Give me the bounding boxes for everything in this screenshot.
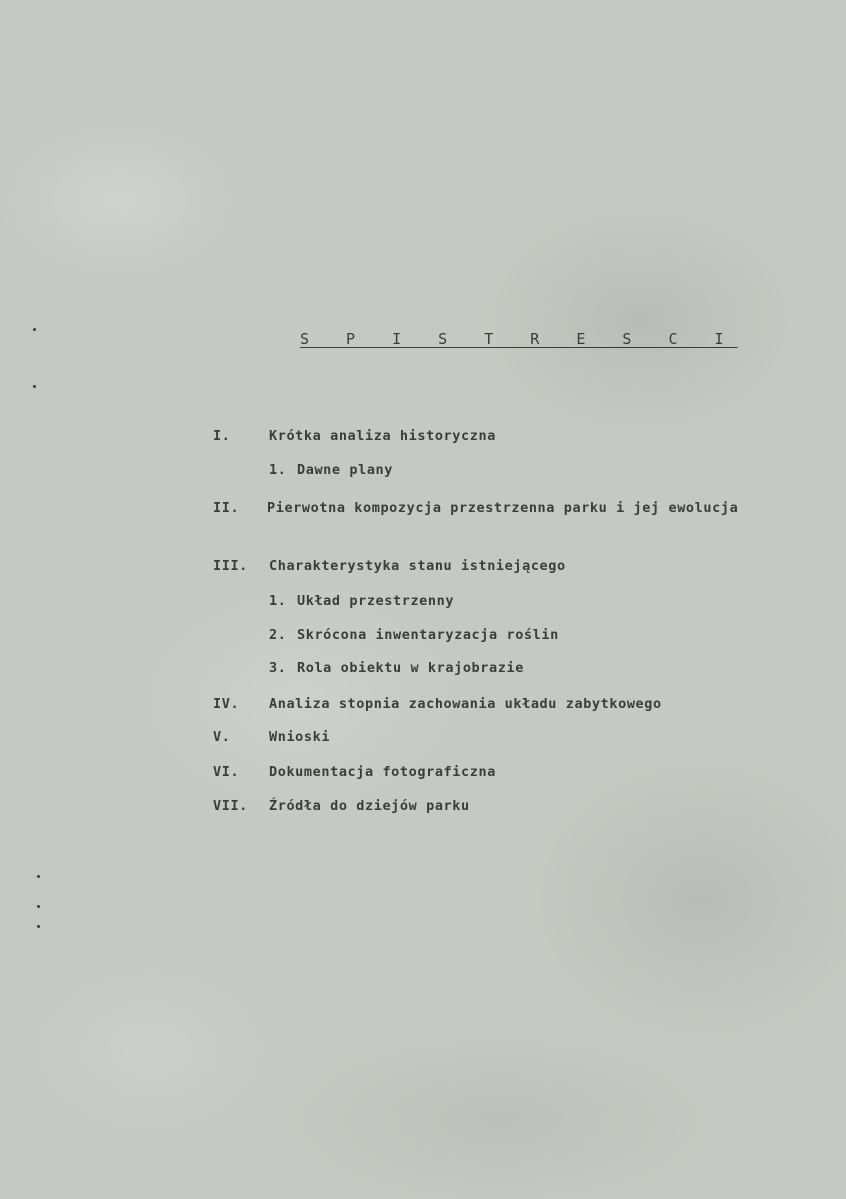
toc-number: IV. <box>213 696 240 712</box>
toc-entry <box>213 727 330 747</box>
toc-label: Skrócona inwentaryzacja roślin <box>297 627 559 643</box>
toc-entry <box>213 556 566 576</box>
margin-speck <box>33 328 36 331</box>
toc-label: Krótka analiza historyczna <box>269 428 496 444</box>
toc-label: Wnioski <box>269 729 331 745</box>
toc-number: 2. <box>269 627 287 643</box>
toc-entry <box>213 426 496 446</box>
margin-speck <box>33 385 36 388</box>
toc-label: Dokumentacja fotograficzna <box>269 764 496 780</box>
margin-speck <box>37 905 40 908</box>
toc-label: Pierwotna kompozycja przestrzenna parku i jej ewolucja <box>267 500 739 516</box>
toc-label: Dawne plany <box>297 462 394 478</box>
margin-speck <box>37 925 40 928</box>
toc-number: V. <box>213 729 231 745</box>
toc-entry <box>213 498 753 518</box>
page-title: S P I S T R E S C I <box>300 330 738 348</box>
toc-number: 3. <box>269 660 287 676</box>
toc-number: II. <box>213 500 240 516</box>
toc-label: Układ przestrzenny <box>297 593 455 609</box>
toc-number: VII. <box>213 798 248 814</box>
toc-number: VI. <box>213 764 240 780</box>
toc-entry <box>213 694 773 714</box>
toc-label: Źródła do dziejów parku <box>269 798 470 814</box>
toc-label: Analiza stopnia zachowania układu zabytkowego <box>269 696 662 712</box>
toc-number: I. <box>213 428 231 444</box>
toc-number: 1. <box>269 462 287 478</box>
toc-entry <box>213 796 470 816</box>
toc-number: III. <box>213 558 248 574</box>
toc-entry <box>213 762 496 782</box>
toc-label: Charakterystyka stanu istniejącego <box>269 558 566 574</box>
toc-number: 1. <box>269 593 287 609</box>
toc-label: Rola obiektu w krajobrazie <box>297 660 524 676</box>
margin-speck <box>37 875 40 878</box>
